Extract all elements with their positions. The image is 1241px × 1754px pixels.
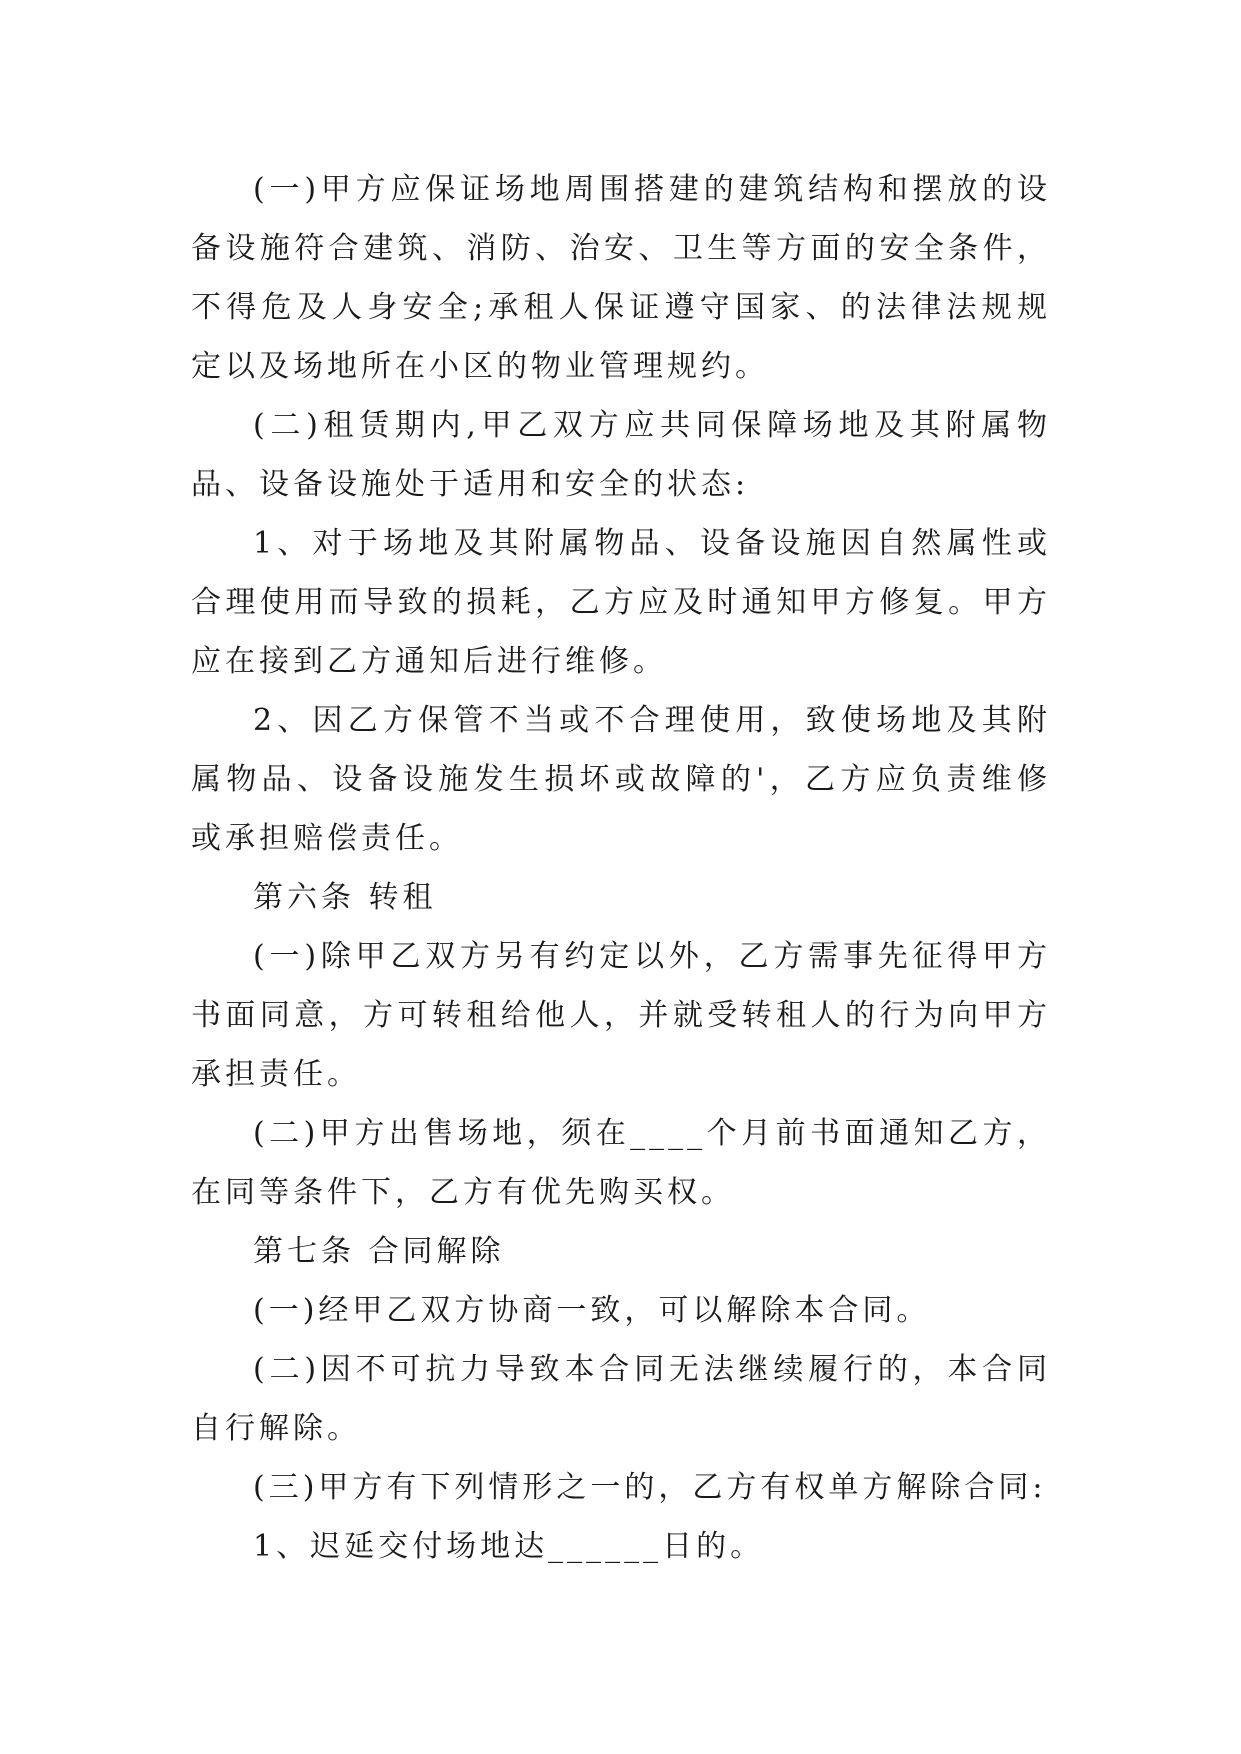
article-7-heading: 第七条 合同解除 bbox=[253, 1234, 505, 1269]
paragraph-unilateral-termination: (三)甲方有下列情形之一的，乙方有权单方解除合同: bbox=[253, 1470, 1047, 1505]
paragraph-safety-obligations: (一)甲方应保证场地周围搭建的建筑结构和摆放的设备设施符合建筑、消防、治安、卫生等方面的安全条件，不得危及人身安全;承租人保证遵守国家、的法律法规规定以及场地所在小区的物业管理规约。 bbox=[191, 172, 1051, 384]
paragraph-item-delayed-delivery: 1、迟延交付场地达______日的。 bbox=[253, 1529, 765, 1564]
paragraph-sale-notice: (二)甲方出售场地，须在____个月前书面通知乙方，在同等条件下，乙方有优先购买权。 bbox=[191, 1116, 1051, 1210]
paragraph-lease-period-guarantee: (二)租赁期内,甲乙双方应共同保障场地及其附属物品、设备设施处于适用和安全的状态: bbox=[191, 408, 1051, 502]
paragraph-sublease-consent: (一)除甲乙双方另有约定以外，乙方需事先征得甲方书面同意，方可转租给他人，并就受转租人的行为向甲方承担责任。 bbox=[191, 939, 1051, 1092]
article-6-heading: 第六条 转租 bbox=[253, 880, 437, 915]
paragraph-mutual-termination: (一)经甲乙双方协商一致，可以解除本合同。 bbox=[253, 1293, 931, 1328]
document-body bbox=[191, 160, 1051, 1576]
paragraph-force-majeure: (二)因不可抗力导致本合同无法继续履行的，本合同自行解除。 bbox=[191, 1352, 1051, 1446]
paragraph-item-improper-use: 2、因乙方保管不当或不合理使用，致使场地及其附属物品、设备设施发生损坏或故障的'，乙方应负责维修或承担赔偿责任。 bbox=[191, 703, 1051, 856]
paragraph-item-natural-wear: 1、对于场地及其附属物品、设备设施因自然属性或合理使用而导致的损耗，乙方应及时通知甲方修复。甲方应在接到乙方通知后进行维修。 bbox=[191, 526, 1051, 679]
